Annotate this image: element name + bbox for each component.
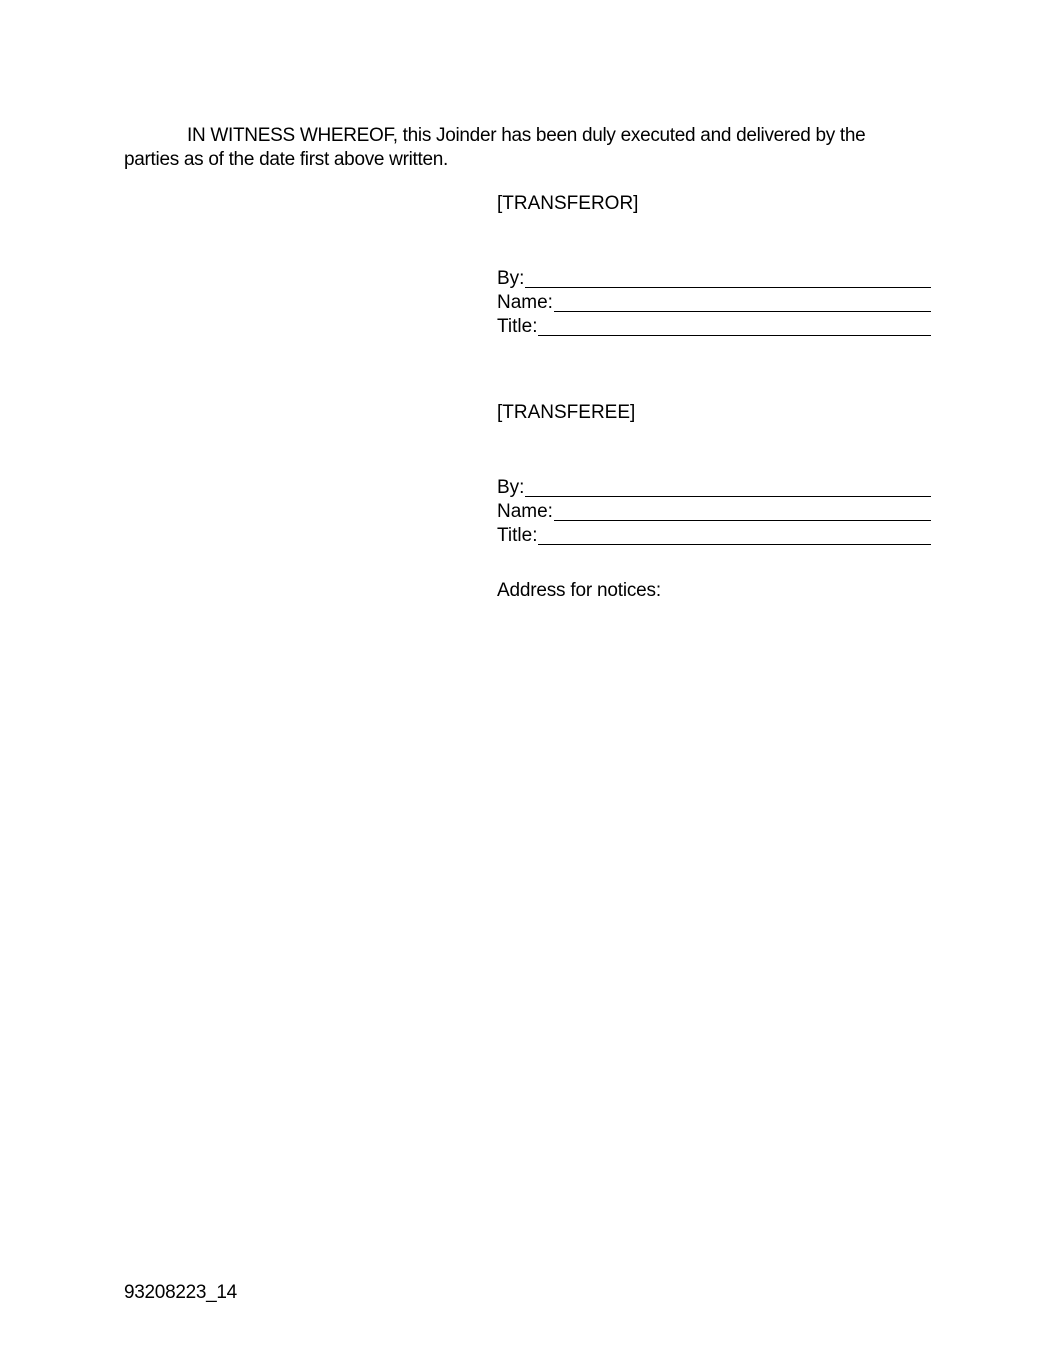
- address-block: [497, 579, 931, 603]
- transferee-heading: [TRANSFEREE]: [497, 402, 636, 423]
- transferee-name-label: Name:: [497, 501, 553, 522]
- witness-text: IN WITNESS WHEREOF, this Joinder has been duly executed and delivered by the parties as of the date first above written.: [124, 125, 866, 170]
- transferor-heading: [TRANSFEROR]: [497, 193, 639, 214]
- transferee-signature-lines: [497, 476, 931, 548]
- transferee-name-rule: [554, 520, 931, 521]
- transferor-title-label: Title:: [497, 316, 538, 337]
- transferor-name-rule: [554, 311, 931, 312]
- transferor-signature-lines: [497, 267, 931, 339]
- transferor-by-line: [497, 267, 931, 291]
- address-label: Address for notices:: [497, 580, 661, 601]
- transferor-by-rule: [525, 287, 931, 288]
- transferor-title-rule: [538, 335, 931, 336]
- transferor-name-label: Name:: [497, 292, 553, 313]
- transferor-name-line: [497, 291, 931, 315]
- transferor-by-label: By:: [497, 268, 525, 289]
- transferee-by-rule: [525, 496, 931, 497]
- transferee-name-line: [497, 500, 931, 524]
- transferee-by-line: [497, 476, 931, 500]
- transferee-by-label: By:: [497, 477, 525, 498]
- transferor-block: [497, 192, 931, 216]
- transferor-title-line: [497, 315, 931, 339]
- witness-paragraph: [124, 124, 914, 172]
- document-id-footer: 93208223_14: [124, 1282, 237, 1303]
- transferee-block: [497, 401, 931, 425]
- transferee-title-line: [497, 524, 931, 548]
- transferee-title-rule: [538, 544, 931, 545]
- transferee-title-label: Title:: [497, 525, 538, 546]
